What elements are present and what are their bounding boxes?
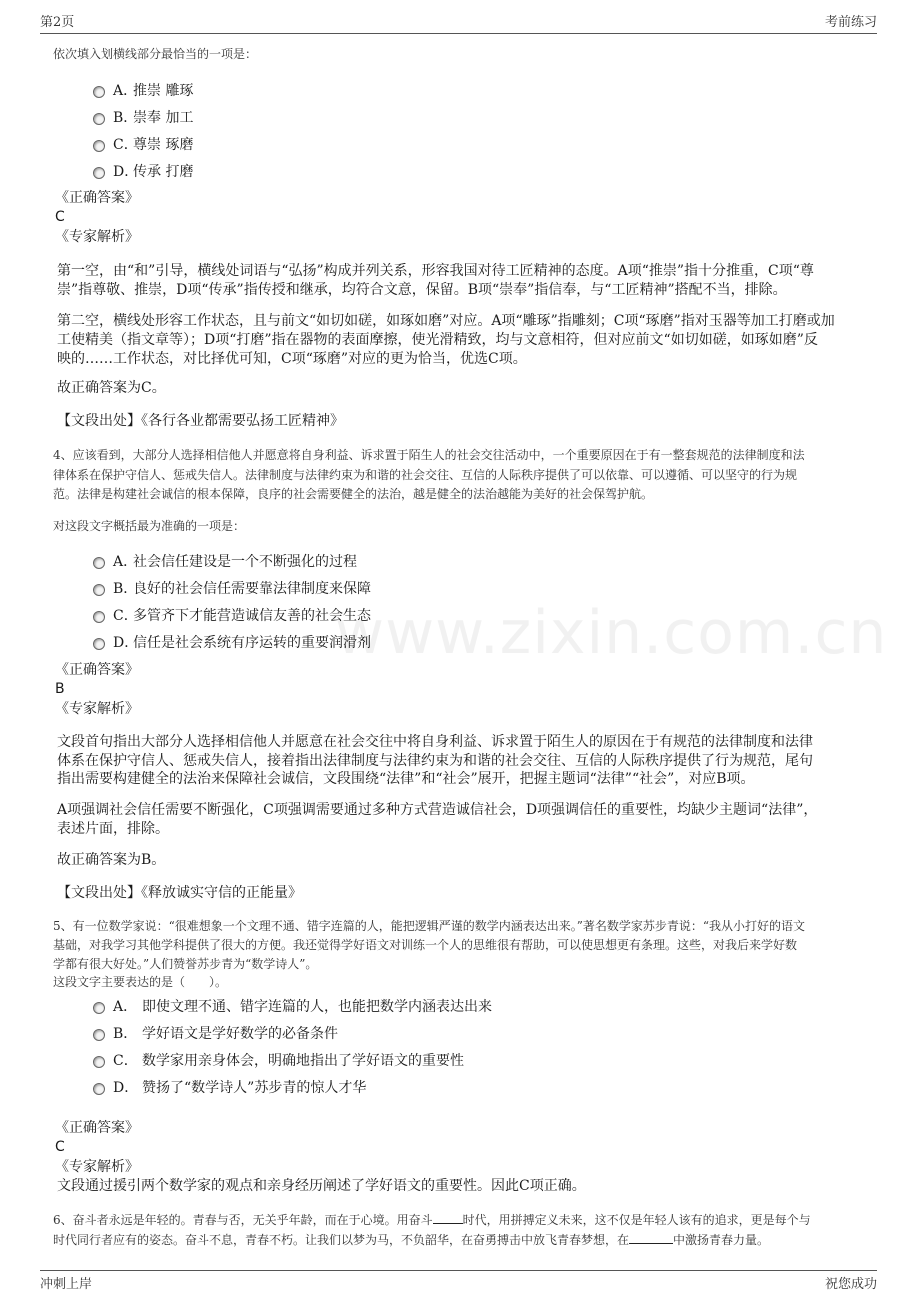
radio-icon[interactable] <box>93 584 105 596</box>
q5-stem-line: 基础，对我学习其他学科提供了很大的方便。我还觉得学好语文对训练一个人的思维很有帮助，可以使思想更有条理。这些，对我后来学好数 <box>53 938 798 952</box>
q5-option-b[interactable] <box>93 1024 338 1042</box>
page-header <box>40 11 877 34</box>
analysis-label: 《专家解析》 <box>55 1159 139 1175</box>
option-letter: C． <box>113 1053 138 1069</box>
analysis-label: 《专家解析》 <box>55 229 139 245</box>
radio-icon[interactable] <box>93 1029 105 1041</box>
q6-text: 时代同行者应有的姿态。奋斗不息，青春不朽。让我们以梦为马，不负韶华，在奋勇搏击中放飞青春梦想，在 <box>53 1233 630 1247</box>
fill-blank[interactable] <box>629 1229 673 1244</box>
q3-option-a[interactable] <box>93 81 193 99</box>
footer-right: 祝您成功 <box>824 1277 877 1292</box>
option-text: 传承 打磨 <box>133 164 194 180</box>
q3-option-b[interactable] <box>93 108 193 126</box>
footer-left: 冲刺上岸 <box>40 1277 93 1292</box>
q4-stem-line: 律体系在保护守信人、惩戒失信人。法律制度与法律约束为和谐的社会交往、互信的人际秩序提供了可以依靠、可以遵循、可以坚守的行为规 <box>53 468 798 482</box>
answer-label: 《正确答案》 <box>55 190 139 206</box>
option-text: 崇奉 加工 <box>133 110 194 126</box>
option-letter: B． <box>113 110 138 126</box>
q3-analysis-line: 工使精美（指文章等）；D项“打磨”指在器物的表面摩擦，使光滑精致，均与文意相符，但对应前文“如切如磋，如琢如磨”反 <box>57 332 818 348</box>
radio-icon[interactable] <box>93 140 105 152</box>
option-letter: A． <box>113 83 138 99</box>
radio-icon[interactable] <box>93 1083 105 1095</box>
q3-analysis-line: 故正确答案为C。 <box>57 380 166 396</box>
option-text: 社会信任建设是一个不断强化的过程 <box>133 554 357 570</box>
radio-icon[interactable] <box>93 557 105 569</box>
q4-option-a[interactable] <box>93 552 357 570</box>
q5-stem-line: 学都有很大好处。”人们赞誉苏步青为“数学诗人”。 <box>53 957 318 971</box>
option-text: 信任是社会系统有序运转的重要润滑剂 <box>133 635 371 651</box>
option-letter: C． <box>113 608 138 624</box>
q6-stem-line-2 <box>53 1229 769 1251</box>
q6-text: 6、奋斗者永远是年轻的。青春与否，无关乎年龄，而在于心境。用奋斗 <box>53 1213 433 1227</box>
option-letter: D． <box>113 635 139 651</box>
q4-analysis-line: 体系在保护守信人、惩戒失信人，接着指出法律制度与法律约束为和谐的社会交往、互信的人际秩序提供了行为规范，尾句 <box>57 753 813 769</box>
q3-analysis-line: 崇”指尊敬、推崇，D项“传承”指传授和继承，均符合文意，保留。B项“崇奉”指信奉，与“工匠精神”搭配不当，排除。 <box>57 282 787 298</box>
q4-prompt: 对这段文字概括最为准确的一项是： <box>53 519 246 533</box>
radio-icon[interactable] <box>93 113 105 125</box>
analysis-label: 《专家解析》 <box>55 701 139 717</box>
q3-analysis-line: 映的……工作状态，对比择优可知，C项“琢磨”对应的更为恰当，优选C项。 <box>57 351 527 367</box>
q4-analysis-line: 故正确答案为B。 <box>57 852 166 868</box>
q3-answer: C <box>55 209 65 225</box>
q5-option-d[interactable] <box>93 1078 366 1096</box>
watermark-text: www.zixin.com.cn <box>335 598 888 668</box>
option-letter: A． <box>113 999 138 1015</box>
q4-stem-line: 4、应该看到，大部分人选择相信他人并愿意将自身利益、诉求置于陌生人的社会交往活动中，一个重要原因在于有一整套规范的法律制度和法 <box>53 448 805 462</box>
q3-source: 【文段出处】《各行各业都需要弘扬工匠精神》 <box>57 413 344 429</box>
header-category: 考前练习 <box>824 15 877 30</box>
q5-answer: C <box>55 1139 65 1155</box>
option-text: 良好的社会信任需要靠法律制度来保障 <box>133 581 371 597</box>
q4-analysis-line: 文段首句指出大部分人选择相信他人并愿意在社会交往中将自身利益、诉求置于陌生人的原因在于有规范的法律制度和法律 <box>57 734 813 750</box>
option-text: 多管齐下才能营造诚信友善的社会生态 <box>133 608 371 624</box>
option-letter: B． <box>113 1026 138 1042</box>
radio-icon[interactable] <box>93 1056 105 1068</box>
fill-blank[interactable] <box>433 1209 463 1224</box>
option-text: 数学家用亲身体会，明确地指出了学好语文的重要性 <box>142 1053 464 1069</box>
radio-icon[interactable] <box>93 1002 105 1014</box>
q4-stem-line: 范。法律是构建社会诚信的根本保障，良序的社会需要健全的法治，越是健全的法治越能为美好的社会保驾护航。 <box>53 487 654 501</box>
q5-stem-line: 这段文字主要表达的是（ ）。 <box>53 975 228 989</box>
q4-option-b[interactable] <box>93 579 371 597</box>
q4-answer: B <box>55 681 65 697</box>
page-number: 第2页 <box>40 15 75 30</box>
q3-analysis-line: 第二空，横线处形容工作状态，且与前文“如切如磋，如琢如磨”对应。A项“雕琢”指雕刻；C项“琢磨”指对玉器等加工打磨或加 <box>57 313 835 329</box>
q4-analysis-line: A项强调社会信任需要不断强化，C项强调需要通过多种方式营造诚信社会，D项强调信任的重要性，均缺少主题词“法律”， <box>57 802 818 818</box>
radio-icon[interactable] <box>93 167 105 179</box>
q3-option-d[interactable] <box>93 162 193 180</box>
q5-analysis: 文段通过援引两个数学家的观点和亲身经历阐述了学好语文的重要性。因此C项正确。 <box>57 1178 586 1194</box>
q6-text: 时代，用拼搏定义未来，这不仅是年轻人该有的追求，更是每个与 <box>462 1213 811 1227</box>
q3-option-c[interactable] <box>93 135 193 153</box>
option-letter: A． <box>113 554 138 570</box>
option-text: 推崇 雕琢 <box>133 83 194 99</box>
option-letter: D． <box>113 1080 139 1096</box>
option-text: 尊崇 琢磨 <box>133 137 194 153</box>
q3-prompt: 依次填入划横线部分最恰当的一项是： <box>53 47 258 61</box>
q6-text: 中激扬青春力量。 <box>673 1233 770 1247</box>
answer-label: 《正确答案》 <box>55 1120 139 1136</box>
q4-source: 【文段出处】《释放诚实守信的正能量》 <box>57 885 302 901</box>
radio-icon[interactable] <box>93 638 105 650</box>
option-text: 学好语文是学好数学的必备条件 <box>142 1026 338 1042</box>
q4-option-d[interactable] <box>93 633 371 651</box>
q5-stem-line: 5、有一位数学家说：“很难想象一个文理不通、错字连篇的人，能把逻辑严谨的数学内涵表达出来。”著名数学家苏步青说：“我从小打好的语文 <box>53 919 806 933</box>
q5-option-c[interactable] <box>93 1051 464 1069</box>
q4-option-c[interactable] <box>93 606 371 624</box>
radio-icon[interactable] <box>93 611 105 623</box>
option-letter: D． <box>113 164 139 180</box>
option-text: 赞扬了“数学诗人”苏步青的惊人才华 <box>142 1080 367 1096</box>
q5-option-a[interactable] <box>93 997 492 1015</box>
option-letter: C． <box>113 137 138 153</box>
answer-label: 《正确答案》 <box>55 662 139 678</box>
q3-analysis-line: 第一空，由“和”引导，横线处词语与“弘扬”构成并列关系，形容我国对待工匠精神的态度。A项“推崇”指十分推重，C项“尊 <box>57 263 814 279</box>
option-text: 即使文理不通、错字连篇的人，也能把数学内涵表达出来 <box>142 999 492 1015</box>
q6-stem-line-1 <box>53 1209 811 1231</box>
q4-analysis-line: 表述片面，排除。 <box>57 821 169 837</box>
radio-icon[interactable] <box>93 86 105 98</box>
option-letter: B． <box>113 581 138 597</box>
page-footer <box>40 1270 877 1292</box>
q4-analysis-line: 指出需要构建健全的法治来保障社会诚信，文段围绕“法律”和“社会”展开，把握主题词“法律”“社会”，对应B项。 <box>57 771 755 787</box>
